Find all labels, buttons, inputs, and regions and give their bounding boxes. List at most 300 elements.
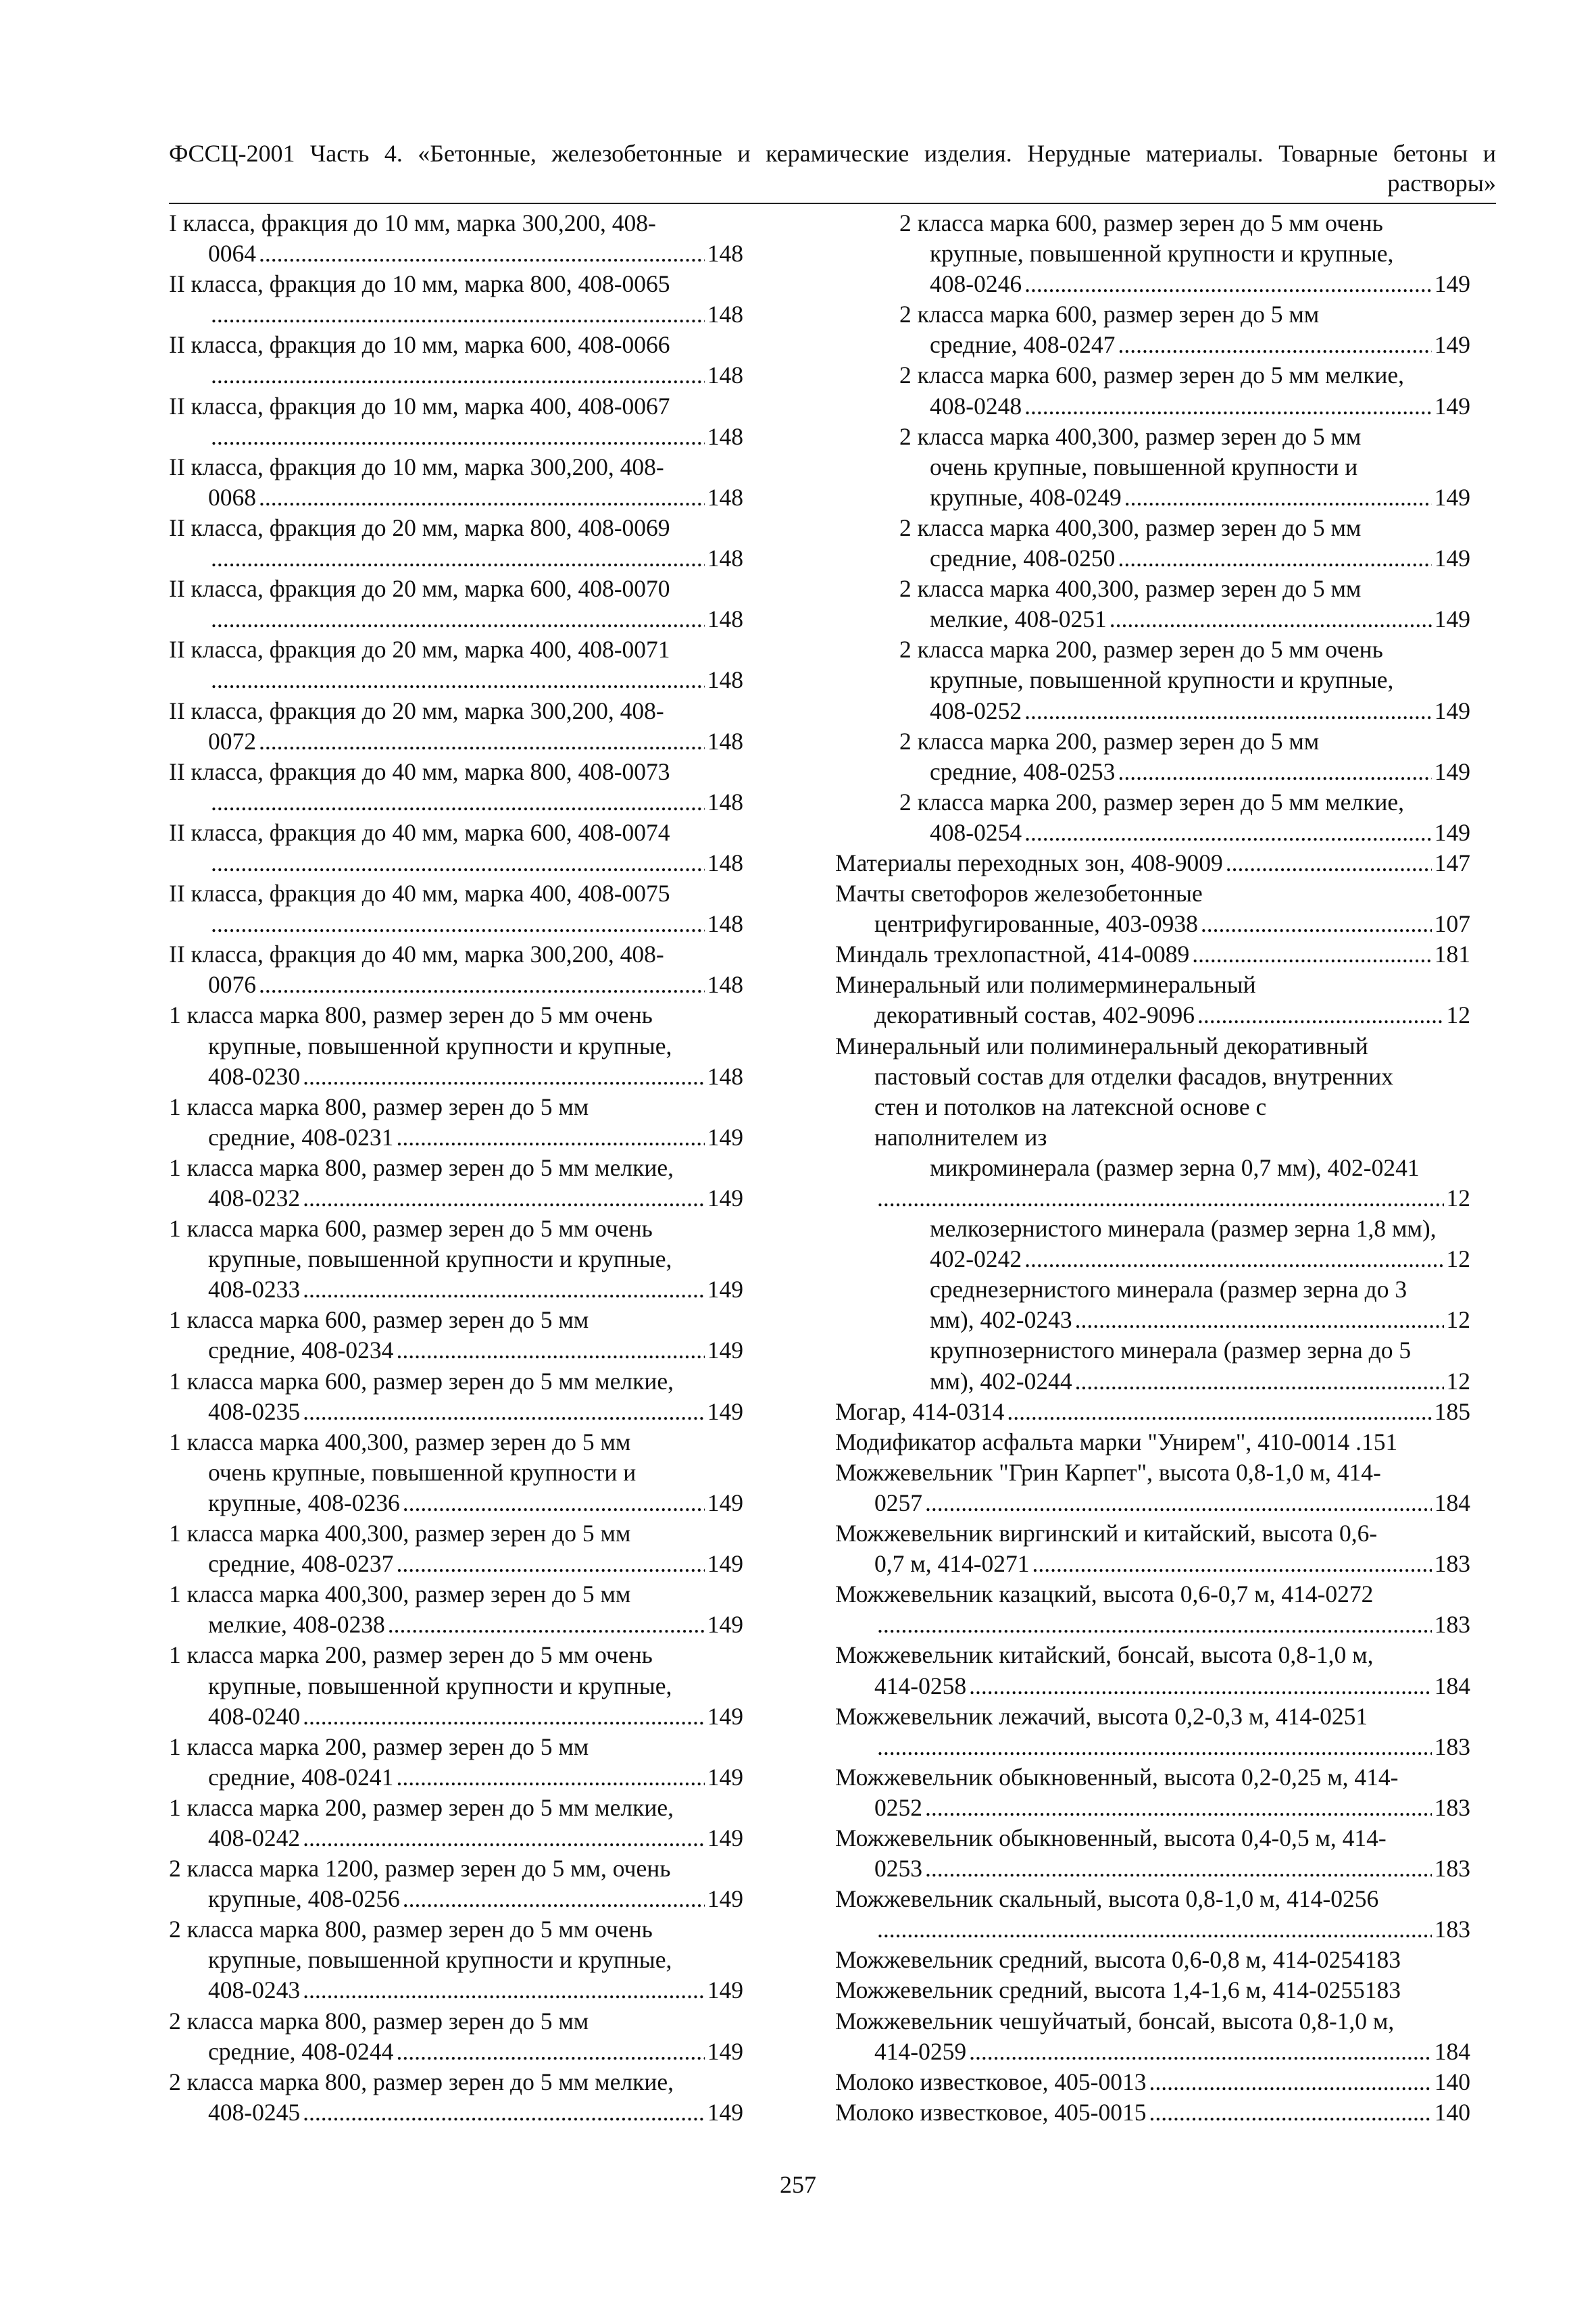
index-entry: [835, 1975, 1470, 2006]
index-entry-line: [169, 2067, 743, 2097]
index-entry-text: II класса, фракция до 40 мм, марка 800, 408-0073: [169, 757, 670, 785]
index-entry-text: 402-0242: [930, 1245, 1022, 1273]
index-entry-line: [169, 696, 743, 726]
index-entry-line: [835, 239, 1470, 269]
dot-leader: [1118, 543, 1431, 574]
index-entry: [835, 1397, 1470, 1427]
index-entry: [169, 269, 743, 330]
index-entry-text: 2 класса марка 600, размер зерен до 5 мм: [899, 301, 1320, 328]
index-page-ref: 140: [1434, 2068, 1470, 2095]
index-page-ref: 183: [1434, 1611, 1470, 1639]
index-entry-text: Материалы переходных зон, 408-9009: [835, 849, 1223, 876]
index-entry-text: 1 класса марка 200, размер зерен до 5 мм очень: [169, 1641, 653, 1669]
index-entry-line: [835, 1884, 1470, 1914]
index-entry-text: 2 класса марка 200, размер зерен до 5 мм: [899, 727, 1320, 755]
index-entry-line: [169, 1975, 743, 2006]
index-entry-line: [169, 239, 743, 269]
index-entry-text: очень крупные, повышенной крупности и: [208, 1458, 637, 1486]
index-entry-line: [169, 482, 743, 513]
index-entry-text: II класса, фракция до 40 мм, марка 600, 408-0074: [169, 818, 670, 846]
index-entry-line: [835, 1062, 1470, 1092]
index-entry: [835, 1335, 1470, 1396]
index-entry-text: крупные, повышенной крупности и крупные,: [208, 1672, 672, 1699]
index-page-ref: 184: [1434, 1489, 1470, 1516]
dot-leader: [1149, 2097, 1431, 2128]
index-entry-text: II класса, фракция до 20 мм, марка 800, 408-0069: [169, 514, 670, 541]
index-page-ref: 12: [1446, 1367, 1470, 1395]
index-entry-text: мм), 402-0244: [930, 1367, 1072, 1395]
index-entry-text: 1 класса марка 200, размер зерен до 5 мм мелкие,: [169, 1793, 674, 1821]
page-header: [169, 139, 1496, 198]
index-entry: [835, 1701, 1470, 1762]
index-entry-text: 0072: [208, 727, 256, 755]
index-entry-text: 408-0246: [930, 270, 1022, 298]
index-entry-text: Миндаль трехлопастной, 414-0089: [835, 941, 1190, 968]
index-page-ref: 149: [707, 1397, 743, 1425]
index-entry-text: Модификатор асфальта марки "Унирем", 410-0014 .151: [835, 1428, 1398, 1455]
index-entry-line: [835, 2037, 1470, 2067]
index-entry-line: [835, 1274, 1470, 1305]
index-entry-line: [835, 909, 1470, 939]
dot-leader: [211, 848, 705, 878]
index-entry: [169, 1214, 743, 1305]
index-entry-text: 408-0248: [930, 392, 1022, 420]
index-entry-text: мм), 402-0243: [930, 1306, 1072, 1334]
index-page-ref: 149: [1434, 483, 1470, 511]
index-entry-line: [835, 1488, 1470, 1518]
index-page-ref: 149: [707, 1550, 743, 1578]
index-entry-line: [169, 2037, 743, 2067]
index-page-ref: 148: [707, 240, 743, 268]
index-entry-line: [835, 360, 1470, 391]
index-entry-line: [169, 970, 743, 1000]
index-entry-text: 0257: [874, 1489, 922, 1516]
index-entry-text: Можжевельник средний, высота 0,6-0,8 м, 414-0254183: [835, 1946, 1401, 1974]
index-entry-line: [169, 1884, 743, 1914]
index-page-ref: 149: [1434, 757, 1470, 785]
index-entry: [835, 360, 1470, 421]
index-entry-text: средние, 408-0244: [208, 2037, 394, 2065]
index-page-ref: 148: [707, 910, 743, 938]
index-entry-text: 2 класса марка 200, размер зерен до 5 мм мелкие,: [899, 788, 1404, 816]
dot-leader: [396, 1762, 704, 1793]
index-entry-line: [835, 2067, 1470, 2097]
index-entry: [169, 1640, 743, 1731]
index-entry: [169, 1793, 743, 1853]
index-entry-text: 408-0245: [208, 2098, 301, 2126]
index-entry-line: [169, 1518, 743, 1549]
index-entry-text: среднезернистого минерала (размер зерна до 3: [930, 1276, 1407, 1303]
index-entry: [835, 1458, 1470, 1518]
index-entry-line: [169, 360, 743, 391]
index-entry-text: средние, 408-0247: [930, 331, 1116, 359]
index-entry-text: центрифугированные, 403-0938: [874, 910, 1198, 938]
index-entry-line: [835, 1762, 1470, 1793]
index-entry-line: [835, 2097, 1470, 2128]
index-entry-text: II класса, фракция до 10 мм, марка 300,200, 408-: [169, 453, 664, 480]
index-entry-line: [835, 1366, 1470, 1397]
index-column-right: [835, 208, 1470, 2128]
index-entry-line: [835, 299, 1470, 330]
index-entry: [169, 818, 743, 878]
index-entry-text: Можжевельник "Грин Карпет", высота 0,8-1,0 м, 414-: [835, 1458, 1381, 1486]
index-entry-text: I класса, фракция до 10 мм, марка 300,200, 408-: [169, 209, 656, 237]
index-page-ref: 148: [707, 545, 743, 572]
index-entry-line: [169, 452, 743, 482]
index-entry-text: Можжевельник виргинский и китайский, высота 0,6-: [835, 1520, 1378, 1547]
index-page-ref: 148: [707, 666, 743, 694]
index-entry-line: [835, 1183, 1470, 1214]
index-entry: [835, 1884, 1470, 1945]
index-entry: [169, 1732, 743, 1793]
index-page-ref: 149: [707, 1702, 743, 1730]
index-entry-text: 1 класса марка 800, размер зерен до 5 мм мелкие,: [169, 1153, 674, 1181]
dot-leader: [1007, 1397, 1431, 1427]
index-page-ref: 148: [707, 727, 743, 755]
index-entry-line: [169, 1000, 743, 1030]
index-entry-line: [169, 1823, 743, 1853]
dot-leader: [1197, 1000, 1443, 1030]
index-page-ref: 12: [1446, 1185, 1470, 1212]
index-entry: [835, 1640, 1470, 1701]
index-entry-line: [835, 1153, 1470, 1183]
index-page-ref: 12: [1446, 1245, 1470, 1273]
index-page-ref: 149: [707, 1276, 743, 1303]
index-entry-text: 2 класса марка 1200, размер зерен до 5 мм, очень: [169, 1855, 671, 1883]
dot-leader: [1118, 330, 1431, 360]
index-entry: [169, 513, 743, 574]
index-page-ref: 107: [1434, 910, 1470, 938]
index-entry-line: [169, 1549, 743, 1579]
dot-leader: [303, 1183, 705, 1214]
index-entry-line: [835, 574, 1470, 604]
index-entry-line: [169, 1488, 743, 1518]
dot-leader: [396, 1122, 704, 1153]
dot-leader: [259, 482, 705, 513]
dot-leader: [211, 422, 705, 452]
index-entry-line: [169, 1366, 743, 1397]
index-entry-line: [169, 1914, 743, 1945]
index-page-ref: 149: [707, 1763, 743, 1791]
dot-leader: [1124, 482, 1432, 513]
index-entry-line: [169, 422, 743, 452]
dot-leader: [211, 360, 705, 391]
index-entry-text: 408-0240: [208, 1702, 301, 1730]
index-entry-line: [835, 1975, 1470, 2006]
index-entry-line: [169, 1671, 743, 1701]
index-entry-line: [835, 878, 1470, 909]
index-entry: [835, 299, 1470, 360]
index-entry-line: [169, 909, 743, 939]
index-entry-text: 0252: [874, 1793, 922, 1821]
index-entry-text: крупные, 408-0256: [208, 1885, 400, 1913]
index-entry-text: Молоко известковое, 405-0015: [835, 2098, 1147, 2126]
index-entry-text: Можжевельник обыкновенный, высота 0,2-0,25 м, 414-: [835, 1763, 1399, 1791]
dot-leader: [1075, 1366, 1444, 1397]
index-entry: [835, 1823, 1470, 1884]
dot-leader: [303, 2097, 705, 2128]
dot-leader: [1109, 604, 1432, 634]
index-entry-text: 1 класса марка 800, размер зерен до 5 мм очень: [169, 1001, 653, 1029]
index-entry-line: [835, 1945, 1470, 1975]
dot-leader: [303, 1397, 705, 1427]
index-entry: [835, 848, 1470, 878]
index-entry-line: [169, 1610, 743, 1640]
dot-leader: [877, 1732, 1432, 1762]
index-entry-line: [169, 1732, 743, 1762]
index-page-ref: 183: [1434, 1733, 1470, 1760]
index-entry-line: [835, 543, 1470, 574]
index-entry-text: II класса, фракция до 20 мм, марка 600, 408-0070: [169, 575, 670, 603]
index-page-ref: 149: [707, 1824, 743, 1851]
dot-leader: [403, 1884, 705, 1914]
index-entry: [169, 1092, 743, 1153]
dot-leader: [388, 1610, 705, 1640]
index-entry-text: II класса, фракция до 40 мм, марка 300,200, 408-: [169, 941, 664, 968]
index-entry-line: [169, 1274, 743, 1305]
index-entry-text: стен и потолков на латексной основе с: [874, 1093, 1267, 1120]
index-entry-text: 2 класса марка 600, размер зерен до 5 мм очень: [899, 209, 1383, 237]
index-entry-line: [835, 1610, 1470, 1640]
index-entry-text: II класса, фракция до 20 мм, марка 400, 408-0071: [169, 636, 670, 664]
index-entry: [169, 330, 743, 391]
index-column-left: [169, 208, 743, 2128]
index-entry-line: [169, 1458, 743, 1488]
index-page-ref: 149: [1434, 331, 1470, 359]
index-entry-text: II класса, фракция до 20 мм, марка 300,200, 408-: [169, 697, 664, 724]
index-page-ref: 148: [707, 849, 743, 876]
dot-leader: [396, 1549, 704, 1579]
index-entry-text: II класса, фракция до 10 мм, марка 400, 408-0067: [169, 392, 670, 420]
index-entry-line: [169, 1853, 743, 1884]
index-page-ref: 148: [707, 301, 743, 328]
index-entry-text: 408-0252: [930, 697, 1022, 724]
index-entry: [169, 1305, 743, 1366]
index-entry-text: 2 класса марка 400,300, размер зерен до 5 мм: [899, 514, 1362, 541]
dot-leader: [303, 1062, 705, 1092]
index-page-ref: 184: [1434, 2037, 1470, 2065]
index-entry: [169, 634, 743, 695]
index-entry-line: [835, 726, 1470, 757]
index-entry-line: [169, 1153, 743, 1183]
index-entry-line: [835, 2006, 1470, 2037]
index-entry-text: II класса, фракция до 10 мм, марка 600, 408-0066: [169, 331, 670, 359]
index-entry: [835, 2067, 1470, 2097]
index-entry: [835, 1153, 1470, 1214]
index-entry-line: [169, 634, 743, 665]
index-entry-line: [835, 1640, 1470, 1670]
index-entry-text: 408-0235: [208, 1397, 301, 1425]
header-rule: [169, 203, 1496, 204]
dot-leader: [925, 1488, 1432, 1518]
index-entry-text: 408-0230: [208, 1062, 301, 1090]
index-page-ref: 149: [1434, 545, 1470, 572]
index-entry-text: 1 класса марка 400,300, размер зерен до 5 мм: [169, 1520, 631, 1547]
index-entry-text: 1 класса марка 400,300, размер зерен до 5 мм: [169, 1580, 631, 1608]
dot-leader: [1192, 939, 1431, 970]
index-entry: [169, 1518, 743, 1579]
index-entry-line: [169, 1335, 743, 1366]
index-page-ref: 12: [1446, 1001, 1470, 1029]
index-page-ref: 183: [1434, 1550, 1470, 1578]
index-entry-text: 1 класса марка 600, размер зерен до 5 мм мелкие,: [169, 1367, 674, 1395]
index-entry: [835, 1945, 1470, 1975]
index-entry-line: [835, 269, 1470, 299]
index-entry: [169, 391, 743, 452]
index-entry-line: [835, 1397, 1470, 1427]
index-entry-text: пастовый состав для отделки фасадов, внутренних: [874, 1062, 1393, 1090]
index-entry-text: Можжевельник казацкий, высота 0,6-0,7 м, 414-0272: [835, 1580, 1374, 1608]
document-title: ФССЦ-2001 Часть 4. «Бетонные, железобетонные и керамические изделия. Нерудные материалы. Товарные бетоны и растворы»: [169, 140, 1496, 197]
index-entry-line: [835, 848, 1470, 878]
index-entry-line: [169, 726, 743, 757]
index-page-ref: 149: [1434, 818, 1470, 846]
index-entry-text: декоративный состав, 402-9096: [874, 1001, 1195, 1029]
index-entry-line: [835, 1305, 1470, 1335]
index-entry-line: [169, 848, 743, 878]
index-entry: [169, 1914, 743, 2006]
index-entry: [835, 878, 1470, 939]
index-entry: [169, 1000, 743, 1091]
index-entry: [835, 939, 1470, 970]
index-entry-text: средние, 408-0253: [930, 757, 1116, 785]
index-entry-text: Молоко известковое, 405-0013: [835, 2068, 1147, 2095]
index-entry: [835, 1274, 1470, 1335]
index-entry: [835, 2006, 1470, 2067]
index-entry-text: средние, 408-0237: [208, 1550, 394, 1578]
dot-leader: [303, 1274, 705, 1305]
dot-leader: [211, 665, 705, 695]
dot-leader: [211, 909, 705, 939]
index-page-ref: 181: [1434, 941, 1470, 968]
index-entry: [835, 513, 1470, 574]
index-entry-line: [835, 665, 1470, 695]
index-entry-text: крупные, 408-0236: [208, 1489, 400, 1516]
dot-leader: [396, 1335, 704, 1366]
dot-leader: [969, 2037, 1432, 2067]
dot-leader: [1201, 909, 1432, 939]
page-number: 257: [780, 2171, 816, 2198]
index-entry-line: [835, 1549, 1470, 1579]
index-entry-text: крупные, повышенной крупности и крупные,: [208, 1946, 672, 1974]
index-entry-line: [169, 939, 743, 970]
index-entry-text: 408-0242: [208, 1824, 301, 1851]
index-entry-line: [169, 1214, 743, 1244]
index-entry-text: мелкозернистого минерала (размер зерна 1,8 мм),: [930, 1215, 1437, 1243]
dot-leader: [877, 1610, 1432, 1640]
index-entry-line: [169, 2097, 743, 2128]
index-entry: [835, 1762, 1470, 1823]
dot-leader: [1226, 848, 1432, 878]
dot-leader: [211, 299, 705, 330]
index-page-ref: 183: [1434, 1855, 1470, 1883]
index-entry-line: [169, 391, 743, 422]
index-entry-text: 1 класса марка 200, размер зерен до 5 мм: [169, 1733, 589, 1760]
dot-leader: [1024, 269, 1432, 299]
index-entry-text: 414-0258: [874, 1672, 967, 1699]
index-entry-text: Можжевельник обыкновенный, высота 0,4-0,5 м, 414-: [835, 1824, 1387, 1851]
index-entry-line: [835, 757, 1470, 787]
index-entry-text: 0253: [874, 1855, 922, 1883]
index-entry: [169, 1366, 743, 1427]
index-entry: [169, 757, 743, 818]
index-entry: [169, 1427, 743, 1518]
index-entry-line: [169, 1945, 743, 1975]
index-entry-line: [169, 330, 743, 360]
index-entry-line: [169, 513, 743, 543]
index-entry-line: [169, 665, 743, 695]
index-entry-line: [835, 970, 1470, 1000]
index-page-ref: 148: [707, 422, 743, 450]
index-page-ref: 149: [707, 1885, 743, 1913]
index-page-ref: 149: [707, 1337, 743, 1364]
index-entry-line: [835, 1092, 1470, 1122]
index-entry-text: 0064: [208, 240, 256, 268]
dot-leader: [1032, 1549, 1432, 1579]
index-entry-line: [835, 391, 1470, 422]
index-entry-line: [835, 818, 1470, 848]
index-entry-text: Можжевельник лежачий, высота 0,2-0,3 м, 414-0251: [835, 1702, 1368, 1730]
index-entry-line: [169, 818, 743, 848]
index-entry: [835, 1031, 1470, 1153]
dot-leader: [303, 1701, 705, 1732]
index-entry-line: [169, 574, 743, 604]
index-entry-text: 1 класса марка 600, размер зерен до 5 мм очень: [169, 1215, 653, 1243]
index-entry-line: [835, 634, 1470, 665]
index-page-ref: 149: [707, 1611, 743, 1639]
index-page-ref: 148: [707, 1062, 743, 1090]
index-entry-line: [169, 543, 743, 574]
index-entry-line: [835, 604, 1470, 634]
dot-leader: [969, 1671, 1432, 1701]
index-entry: [835, 1579, 1470, 1640]
index-entry-line: [169, 1793, 743, 1823]
index-entry-text: 0076: [208, 971, 256, 999]
index-entry-line: [835, 1458, 1470, 1488]
index-entry-line: [835, 1671, 1470, 1701]
index-entry-text: 408-0254: [930, 818, 1022, 846]
dot-leader: [1024, 391, 1432, 422]
index-entry-text: мелкие, 408-0251: [930, 605, 1107, 633]
index-entry-text: 408-0243: [208, 1976, 301, 2004]
dot-leader: [1149, 2067, 1431, 2097]
index-entry-line: [835, 1000, 1470, 1030]
index-entry-line: [835, 1823, 1470, 1853]
index-entry: [169, 452, 743, 513]
dot-leader: [259, 970, 705, 1000]
dot-leader: [925, 1853, 1432, 1884]
index-entry-line: [169, 757, 743, 787]
index-entry: [169, 2067, 743, 2128]
index-entry: [169, 574, 743, 634]
index-entry-line: [169, 1305, 743, 1335]
index-entry-text: 1 класса марка 800, размер зерен до 5 мм: [169, 1093, 589, 1120]
index-entry-text: крупные, повышенной крупности и крупные,: [930, 240, 1394, 268]
index-entry-line: [169, 1244, 743, 1274]
index-page-ref: 148: [707, 605, 743, 633]
dot-leader: [1118, 757, 1431, 787]
index-entry-text: 2 класса марка 400,300, размер зерен до 5 мм: [899, 575, 1362, 603]
index-entry: [169, 696, 743, 757]
index-entry-text: 2 класса марка 800, размер зерен до 5 мм мелкие,: [169, 2068, 674, 2095]
index-entry-line: [835, 1579, 1470, 1610]
index-entry: [835, 422, 1470, 513]
index-page-ref: 183: [1434, 1916, 1470, 1943]
index-entry-text: Минеральный или полимерминеральный: [835, 971, 1256, 999]
index-entry-line: [835, 1122, 1470, 1153]
index-entry-text: 1 класса марка 600, размер зерен до 5 мм: [169, 1306, 589, 1334]
index-entry-text: крупные, повышенной крупности и крупные,: [930, 666, 1394, 694]
